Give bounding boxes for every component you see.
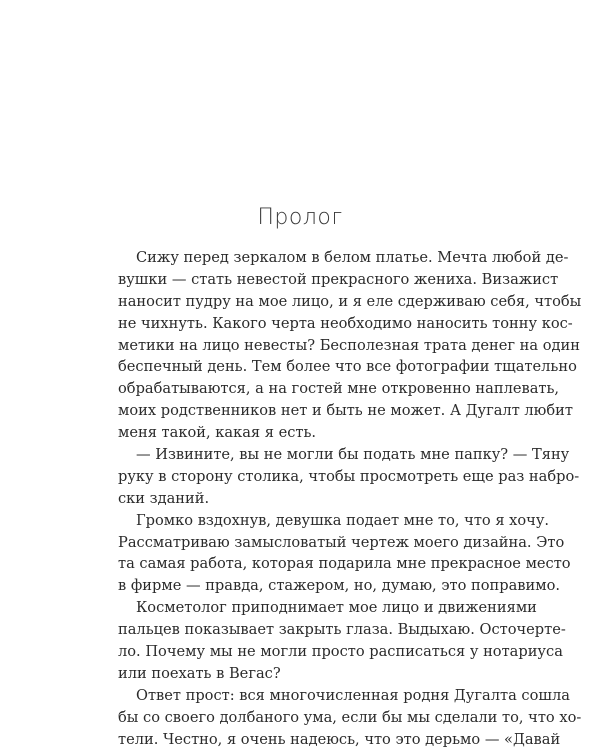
text-line: Косметолог приподнимает мое лицо и движениями xyxy=(136,599,537,617)
text-line: в фирме — правда, стажером, но, думаю, это поправимо. xyxy=(118,577,560,595)
chapter-title: Пролог xyxy=(257,205,343,230)
text-line: или поехать в Вегас? xyxy=(118,664,281,682)
text-line: Громко вздохнув, девушка подает мне то, что я хочу. xyxy=(136,511,550,529)
text-line: вушки — стать невестой прекрасного жениха. Визажист xyxy=(118,270,559,288)
text-line: обрабатываются, а на гостей мне откровенно наплевать, xyxy=(118,380,560,398)
text-line: тели. Честно, я очень надеюсь, что это дерьмо — «Давай xyxy=(118,730,561,748)
text-line: та самая работа, которая подарила мне прекрасное место xyxy=(118,555,571,573)
text-line: Сижу перед зеркалом в белом платье. Мечта любой де- xyxy=(136,249,569,266)
text-line: наносит пудру на мое лицо, и я еле сдерживаю себя, чтобы xyxy=(118,292,582,310)
text-line: бы со своего долбаного ума, если бы мы сделали то, что хо- xyxy=(118,708,582,726)
text-line: беспечный день. Тем более что все фотографии тщательно xyxy=(118,358,577,376)
text-line: меня такой, какая я есть. xyxy=(118,424,317,442)
text-line: Рассматриваю замысловатый чертеж моего дизайна. Это xyxy=(118,533,565,551)
body-text xyxy=(118,247,582,750)
text-line: — Извините, вы не могли бы подать мне папку? — Тяну xyxy=(136,446,570,464)
text-line: пальцев показывает закрыть глаза. Выдыхаю. Осточерте- xyxy=(118,621,566,639)
text-line: моих родственников нет и быть не может. А Дугалт любит xyxy=(118,402,573,420)
text-line: метики на лицо невесты? Бесполезная трата денег на один xyxy=(118,336,580,354)
text-line: руку в сторону столика, чтобы просмотреть еще раз набро- xyxy=(118,467,580,485)
text-line: ло. Почему мы не могли просто расписаться у нотариуса xyxy=(118,643,563,661)
text-line: ски зданий. xyxy=(118,489,210,507)
text-line: Ответ прост: вся многочисленная родня Дугалта сошла xyxy=(136,686,570,704)
text-line: не чихнуть. Какого черта необходимо наносить тонну кос- xyxy=(118,314,573,332)
